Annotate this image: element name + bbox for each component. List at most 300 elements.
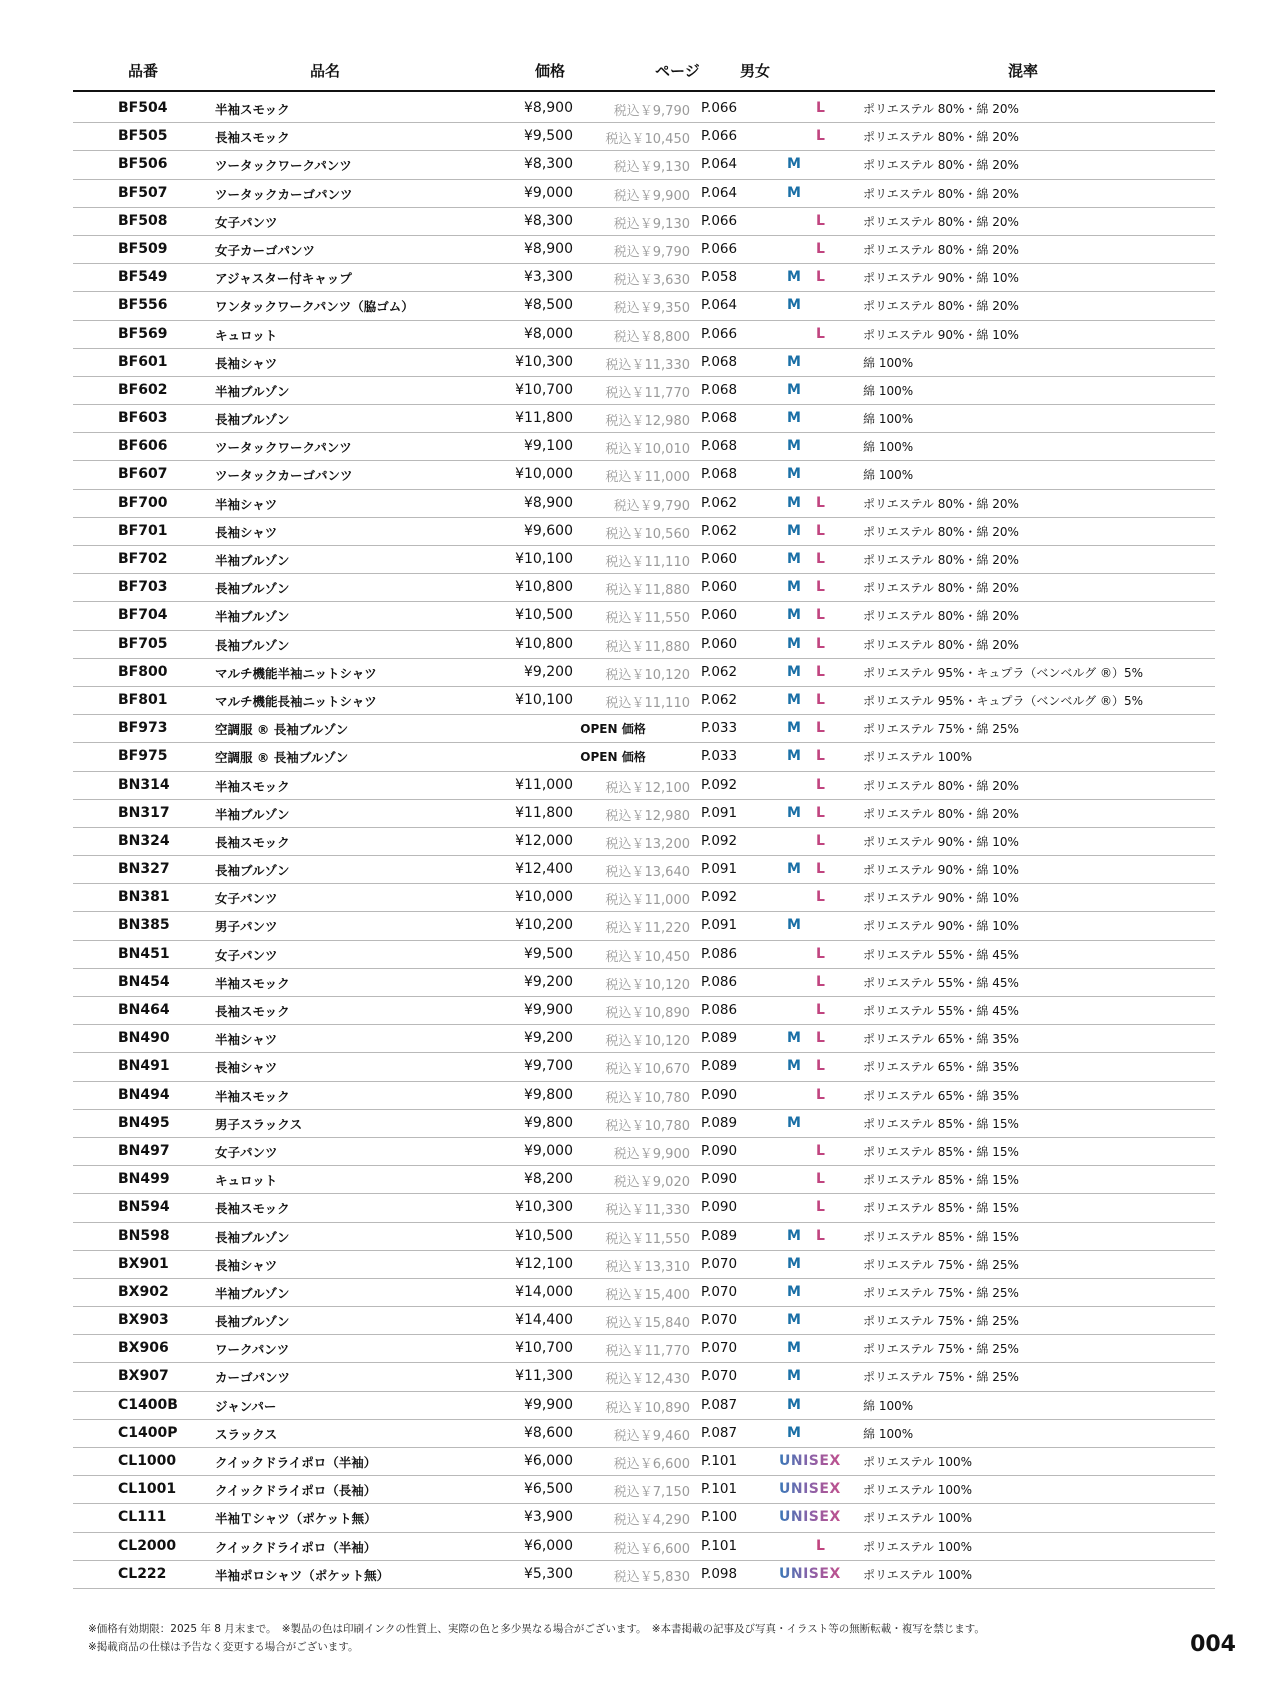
product-code: BN490: [118, 1030, 170, 1047]
product-tax-price: 税込￥3,630: [613, 273, 690, 289]
product-page: P.087: [701, 1424, 738, 1441]
product-code: CL111: [118, 1509, 167, 1526]
product-blend: ポリエステル 100%: [863, 1567, 973, 1582]
table-row: [73, 772, 1215, 800]
table-row: [73, 236, 1215, 264]
table-row: [73, 433, 1215, 461]
product-open-price: OPEN 価格: [580, 722, 646, 737]
product-page: P.086: [701, 1002, 738, 1018]
product-code: BF702: [118, 551, 168, 567]
product-price: ¥9,000: [524, 184, 573, 201]
product-code: BN317: [118, 804, 170, 821]
table-row: [73, 377, 1215, 405]
product-blend: ポリエステル 80%・綿 20%: [863, 242, 1019, 257]
product-page: P.100: [701, 1509, 738, 1526]
product-name: 半袖シャツ: [215, 496, 278, 512]
product-price: ¥12,100: [515, 1255, 573, 1272]
table-row: [73, 321, 1215, 349]
product-code: BN385: [118, 917, 170, 934]
gender-female-badge: L: [816, 663, 825, 680]
product-name: 半袖スモック: [215, 975, 290, 991]
gender-female-badge: L: [816, 889, 825, 906]
product-name: ジャンパー: [215, 1398, 277, 1414]
product-price: ¥11,000: [515, 776, 573, 793]
product-name: キュロット: [215, 327, 278, 343]
product-code: CL2000: [118, 1537, 177, 1554]
gender-male-badge: M: [787, 156, 801, 173]
table-row: [73, 1307, 1215, 1335]
product-blend: ポリエステル 100%: [863, 1455, 973, 1469]
product-blend: ポリエステル 95%・キュプラ（ベンベルグ ®）5%: [863, 693, 1144, 708]
gender-male-badge: M: [787, 579, 801, 596]
product-price: ¥10,000: [515, 889, 573, 906]
product-name: キュロット: [215, 1173, 278, 1189]
product-tax-price: 税込￥10,780: [605, 1118, 690, 1134]
product-blend: 綿 100%: [863, 440, 914, 455]
product-code: BN499: [118, 1171, 170, 1188]
table-row: [73, 828, 1215, 856]
table-row: [73, 659, 1215, 687]
table-row: [73, 461, 1215, 489]
gender-unisex-badge: UNISEX: [779, 1453, 841, 1469]
table-row: [73, 715, 1215, 743]
product-blend: ポリエステル 80%・綿 20%: [863, 806, 1019, 821]
product-price: ¥8,300: [524, 156, 573, 173]
gender-unisex-badge: UNISEX: [779, 1481, 841, 1498]
product-code: BX902: [118, 1283, 169, 1300]
product-tax-price: 税込￥10,120: [605, 667, 690, 683]
product-tax-price: 税込￥6,600: [613, 1541, 690, 1557]
product-page: P.098: [701, 1565, 738, 1582]
table-row: [73, 292, 1215, 320]
product-blend: ポリエステル 55%・綿 45%: [863, 947, 1019, 962]
product-name: 女子パンツ: [215, 947, 278, 963]
product-code: BF975: [118, 748, 168, 765]
product-page: P.068: [701, 381, 738, 398]
product-price: ¥14,000: [515, 1283, 573, 1300]
product-price: ¥8,900: [524, 494, 573, 511]
gender-female-badge: L: [816, 579, 825, 596]
product-tax-price: 税込￥8,800: [613, 329, 690, 345]
product-price: ¥9,200: [524, 663, 573, 680]
product-code: BF601: [118, 353, 168, 370]
product-price: ¥9,100: [524, 438, 573, 455]
gender-female-badge: L: [816, 804, 825, 821]
product-page: P.058: [701, 269, 738, 286]
product-code: BF700: [118, 494, 168, 511]
product-tax-price: 税込￥9,790: [613, 498, 690, 514]
product-price: ¥10,700: [515, 1340, 573, 1357]
table-row: [73, 1533, 1215, 1561]
table-row: [73, 1448, 1215, 1476]
gender-male-badge: M: [787, 522, 801, 539]
product-name: 長袖ブルゾン: [215, 1314, 290, 1330]
gender-female-badge: L: [816, 1171, 825, 1188]
gender-female-badge: L: [816, 212, 825, 229]
product-tax-price: 税込￥13,310: [605, 1259, 690, 1275]
gender-female-badge: L: [816, 1227, 825, 1244]
product-page: P.062: [701, 494, 738, 511]
product-blend: ポリエステル 90%・綿 10%: [863, 863, 1019, 878]
gender-male-badge: M: [787, 269, 801, 286]
product-page: P.070: [701, 1312, 738, 1329]
table-row: [73, 1166, 1215, 1194]
product-code: BF701: [118, 522, 168, 539]
product-code: BF703: [118, 579, 168, 596]
table-row: [73, 1504, 1215, 1532]
product-tax-price: 税込￥6,600: [613, 1457, 690, 1472]
table-row: [73, 349, 1215, 377]
product-page: P.089: [701, 1114, 738, 1131]
product-price: ¥3,300: [524, 269, 573, 286]
product-code: BN594: [118, 1199, 170, 1216]
product-tax-price: 税込￥12,980: [605, 414, 690, 430]
product-name: 半袖Ｔシャツ（ポケット無）: [215, 1511, 377, 1527]
product-blend: ポリエステル 80%・綿 20%: [863, 158, 1019, 173]
product-page: P.062: [701, 691, 738, 708]
gender-female-badge: L: [816, 691, 825, 708]
product-page: P.060: [701, 607, 738, 624]
product-price: ¥14,400: [515, 1312, 573, 1329]
gender-female-badge: L: [816, 551, 825, 567]
product-tax-price: 税込￥11,330: [605, 357, 690, 373]
product-code: BN451: [118, 945, 170, 962]
gender-male-badge: M: [787, 1283, 801, 1300]
table-row: [73, 1110, 1215, 1138]
product-blend: ポリエステル 80%・綿 20%: [863, 102, 1019, 116]
table-row: [73, 884, 1215, 912]
product-tax-price: 税込￥11,880: [605, 639, 690, 655]
product-blend: 綿 100%: [863, 468, 914, 483]
product-blend: ポリエステル 80%・綿 20%: [863, 299, 1019, 314]
product-price: ¥8,200: [524, 1171, 573, 1188]
product-blend: ポリエステル 90%・綿 10%: [863, 271, 1019, 286]
product-code: BN314: [118, 776, 170, 793]
product-page: P.090: [701, 1171, 738, 1188]
gender-male-badge: M: [787, 861, 801, 878]
product-name: 女子パンツ: [215, 1144, 278, 1160]
table-row: [73, 1194, 1215, 1222]
gender-female-badge: L: [816, 1002, 825, 1018]
table-row: [73, 518, 1215, 546]
gender-female-badge: L: [816, 748, 825, 765]
product-code: BF506: [118, 156, 168, 173]
product-tax-price: 税込￥15,400: [605, 1287, 690, 1303]
gender-male-badge: M: [787, 297, 801, 314]
header-price: 価格: [535, 62, 566, 80]
product-price: ¥5,300: [524, 1565, 573, 1582]
gender-female-badge: L: [816, 1142, 825, 1159]
table-row: [73, 856, 1215, 884]
product-page: P.060: [701, 551, 738, 567]
product-code: BX906: [118, 1340, 169, 1357]
product-name: ツータックワークパンツ: [215, 440, 352, 456]
table-row: [73, 208, 1215, 236]
product-code: BN494: [118, 1086, 170, 1103]
product-blend: 綿 100%: [863, 1398, 914, 1413]
table-row: [73, 574, 1215, 602]
product-blend: ポリエステル 80%・綿 20%: [863, 609, 1019, 624]
product-tax-price: 税込￥7,150: [613, 1485, 690, 1501]
product-price: ¥9,900: [524, 1396, 573, 1413]
product-blend: ポリエステル 100%: [863, 1483, 973, 1498]
table-row: [73, 546, 1215, 574]
product-blend: ポリエステル 75%・綿 25%: [863, 1314, 1019, 1329]
product-name: クイックドライポロ（半袖）: [215, 1455, 377, 1470]
product-tax-price: 税込￥10,670: [605, 1062, 690, 1078]
table-row: [73, 912, 1215, 940]
gender-female-badge: L: [816, 1537, 825, 1554]
table-row: [73, 941, 1215, 969]
product-page: P.064: [701, 297, 738, 314]
product-tax-price: 税込￥9,900: [613, 1146, 690, 1162]
product-blend: ポリエステル 80%・綿 20%: [863, 130, 1019, 145]
product-name: 長袖シャツ: [215, 524, 278, 540]
product-price: ¥9,600: [524, 522, 573, 539]
product-name: ツータックカーゴパンツ: [215, 186, 353, 202]
product-price: ¥12,400: [515, 861, 573, 878]
product-blend: ポリエステル 90%・綿 10%: [863, 834, 1019, 849]
table-row: [73, 1476, 1215, 1504]
product-tax-price: 税込￥10,120: [605, 1034, 690, 1050]
product-code: C1400B: [118, 1396, 178, 1413]
product-blend: ポリエステル 90%・綿 10%: [863, 919, 1019, 934]
product-code: BN327: [118, 861, 170, 878]
product-name: 長袖ブルゾン: [215, 581, 290, 597]
product-name: 半袖ブルゾン: [215, 1285, 290, 1301]
product-code: BF973: [118, 720, 168, 737]
header-blend: 混率: [1008, 62, 1039, 80]
gender-female-badge: L: [816, 494, 825, 511]
product-blend: ポリエステル 65%・綿 35%: [863, 1060, 1019, 1075]
product-page: P.070: [701, 1255, 738, 1272]
product-name: マルチ機能長袖ニットシャツ: [215, 693, 377, 709]
product-price: ¥8,600: [524, 1424, 573, 1441]
product-tax-price: 税込￥10,780: [605, 1090, 690, 1106]
gender-female-badge: L: [816, 861, 825, 878]
product-blend: ポリエステル 75%・綿 25%: [863, 1285, 1019, 1300]
product-name: ワークパンツ: [215, 1342, 290, 1358]
table-row: [73, 800, 1215, 828]
product-tax-price: 税込￥12,100: [605, 780, 690, 796]
product-name: 女子カーゴパンツ: [215, 242, 316, 258]
product-price: ¥8,000: [524, 325, 573, 342]
product-tax-price: 税込￥15,840: [605, 1316, 690, 1332]
product-name: アジャスター付キャップ: [215, 271, 352, 287]
product-blend: ポリエステル 90%・綿 10%: [863, 891, 1019, 906]
product-price: ¥8,500: [524, 297, 573, 314]
gender-male-badge: M: [787, 720, 801, 737]
product-blend: ポリエステル 85%・綿 15%: [863, 1144, 1019, 1159]
product-tax-price: 税込￥10,560: [605, 526, 690, 542]
page-number: 004: [1190, 1632, 1236, 1657]
product-blend: ポリエステル 80%・綿 20%: [863, 496, 1019, 511]
product-name: 長袖シャツ: [215, 1060, 278, 1076]
gender-female-badge: L: [816, 635, 825, 652]
product-tax-price: 税込￥11,770: [605, 1344, 690, 1360]
product-blend: ポリエステル 85%・綿 15%: [863, 1229, 1019, 1244]
product-code: CL222: [118, 1565, 167, 1582]
product-name: 男子スラックス: [215, 1116, 303, 1132]
header-code: 品番: [128, 62, 159, 80]
product-code: BF549: [118, 269, 168, 286]
product-code: BF602: [118, 381, 168, 398]
product-page: P.091: [701, 861, 738, 878]
gender-male-badge: M: [787, 551, 801, 567]
table-row: [73, 687, 1215, 715]
product-name: カーゴパンツ: [215, 1370, 291, 1386]
product-page: P.068: [701, 353, 738, 370]
gender-male-badge: M: [787, 691, 801, 708]
product-price: ¥9,500: [524, 945, 573, 962]
header-page: ページ: [655, 62, 700, 80]
product-code: BF507: [118, 184, 168, 201]
product-tax-price: 税込￥11,550: [605, 611, 690, 627]
product-blend: ポリエステル 100%: [863, 1511, 973, 1526]
gender-male-badge: M: [787, 1227, 801, 1244]
gender-female-badge: L: [816, 607, 825, 624]
footer-notes: [88, 1620, 985, 1656]
product-price: ¥9,700: [524, 1058, 573, 1075]
product-price: ¥6,500: [524, 1481, 573, 1498]
product-code: BF505: [118, 128, 168, 145]
product-blend: ポリエステル 55%・綿 45%: [863, 1004, 1019, 1018]
product-price: ¥9,800: [524, 1114, 573, 1131]
product-blend: 綿 100%: [863, 355, 914, 370]
product-page: P.091: [701, 917, 738, 934]
product-tax-price: 税込￥10,010: [605, 442, 690, 458]
product-blend: ポリエステル 75%・綿 25%: [863, 1342, 1019, 1357]
product-name: 女子パンツ: [215, 214, 278, 230]
product-code: BN454: [118, 973, 170, 990]
product-blend: ポリエステル 75%・綿 25%: [863, 1257, 1019, 1272]
product-price: ¥10,500: [515, 607, 573, 624]
product-price: ¥10,300: [515, 353, 573, 370]
product-page: P.066: [701, 325, 738, 342]
product-blend: ポリエステル 80%・綿 20%: [863, 524, 1019, 539]
table-row: [73, 151, 1215, 179]
product-blend: ポリエステル 80%・綿 20%: [863, 778, 1019, 793]
table-row: [73, 631, 1215, 659]
gender-male-badge: M: [787, 353, 801, 370]
product-code: BF800: [118, 663, 168, 680]
product-page: P.089: [701, 1030, 738, 1047]
product-page: P.062: [701, 663, 738, 680]
table-row: [73, 264, 1215, 292]
product-price: ¥8,300: [524, 212, 573, 229]
gender-male-badge: M: [787, 1030, 801, 1047]
product-tax-price: 税込￥9,350: [613, 301, 690, 317]
product-page: P.062: [701, 522, 738, 539]
gender-female-badge: L: [816, 325, 825, 342]
product-tax-price: 税込￥11,330: [605, 1203, 690, 1219]
product-blend: ポリエステル 55%・綿 45%: [863, 975, 1019, 990]
gender-male-badge: M: [787, 410, 801, 427]
table-row: [73, 1561, 1215, 1589]
product-name: 長袖シャツ: [215, 355, 278, 371]
table-row: [73, 1223, 1215, 1251]
footer-note-2: ※掲載商品の仕様は予告なく変更する場合がございます。: [88, 1641, 359, 1653]
product-page: P.066: [701, 240, 738, 257]
product-name: 長袖ブルゾン: [215, 637, 290, 653]
product-name: クイックドライポロ（長袖）: [215, 1483, 377, 1499]
product-code: BF801: [118, 691, 168, 708]
product-page: P.087: [701, 1396, 738, 1413]
product-tax-price: 税込￥11,000: [605, 470, 690, 486]
gender-female-badge: L: [816, 1058, 825, 1075]
product-name: ワンタックワークパンツ（脇ゴム）: [215, 299, 414, 315]
product-price: ¥9,500: [524, 128, 573, 145]
gender-male-badge: M: [787, 1424, 801, 1441]
product-name: 女子パンツ: [215, 891, 278, 907]
header-name: 品名: [310, 62, 341, 80]
table-row: [73, 123, 1215, 151]
gender-male-badge: M: [787, 1058, 801, 1075]
gender-male-badge: M: [787, 381, 801, 398]
product-price: ¥6,000: [524, 1537, 573, 1554]
product-code: BX907: [118, 1368, 169, 1385]
product-page: P.092: [701, 776, 738, 793]
product-page: P.066: [701, 100, 738, 116]
product-blend: ポリエステル 80%・綿 20%: [863, 553, 1019, 567]
product-name: 半袖ブルゾン: [215, 609, 290, 625]
product-page: P.033: [701, 720, 738, 737]
product-tax-price: 税込￥11,000: [605, 893, 690, 909]
product-page: P.090: [701, 1086, 738, 1103]
product-page: P.033: [701, 748, 738, 765]
table-row: [73, 997, 1215, 1025]
product-code: BF509: [118, 240, 168, 257]
gender-male-badge: M: [787, 1312, 801, 1329]
gender-female-badge: L: [816, 832, 825, 849]
product-price: ¥6,000: [524, 1453, 573, 1469]
table-row: [73, 1363, 1215, 1391]
table-row: [73, 180, 1215, 208]
product-blend: ポリエステル 100%: [863, 1539, 973, 1554]
gender-female-badge: L: [816, 269, 825, 286]
product-blend: ポリエステル 85%・綿 15%: [863, 1116, 1019, 1131]
product-blend: ポリエステル 85%・綿 15%: [863, 1173, 1019, 1188]
product-code: BF607: [118, 466, 168, 483]
product-price: ¥9,200: [524, 1030, 573, 1047]
product-price: ¥9,900: [524, 1002, 573, 1018]
gender-male-badge: M: [787, 804, 801, 821]
product-name: 長袖スモック: [215, 130, 290, 146]
product-page: P.070: [701, 1368, 738, 1385]
product-tax-price: 税込￥9,790: [613, 104, 690, 119]
product-tax-price: 税込￥11,770: [605, 385, 690, 401]
product-blend: ポリエステル 80%・綿 20%: [863, 637, 1019, 652]
product-blend: ポリエステル 75%・綿 25%: [863, 1370, 1019, 1385]
product-name: 長袖スモック: [215, 1201, 290, 1217]
product-name: 長袖ブルゾン: [215, 1229, 290, 1245]
product-page: P.066: [701, 212, 738, 229]
gender-female-badge: L: [816, 945, 825, 962]
product-page: P.066: [701, 128, 738, 145]
product-code: BN495: [118, 1114, 170, 1131]
product-blend: ポリエステル 75%・綿 25%: [863, 722, 1019, 737]
gender-female-badge: L: [816, 973, 825, 990]
product-tax-price: 税込￥9,900: [613, 188, 690, 204]
product-price: ¥11,800: [515, 804, 573, 821]
product-code: BN381: [118, 889, 170, 906]
table-row: [73, 1392, 1215, 1420]
gender-male-badge: M: [787, 1114, 801, 1131]
product-price: ¥3,900: [524, 1509, 573, 1526]
product-price: ¥10,100: [515, 691, 573, 708]
product-name: 半袖スモック: [215, 1088, 290, 1104]
product-name: 半袖ポロシャツ（ポケット無）: [215, 1567, 390, 1583]
